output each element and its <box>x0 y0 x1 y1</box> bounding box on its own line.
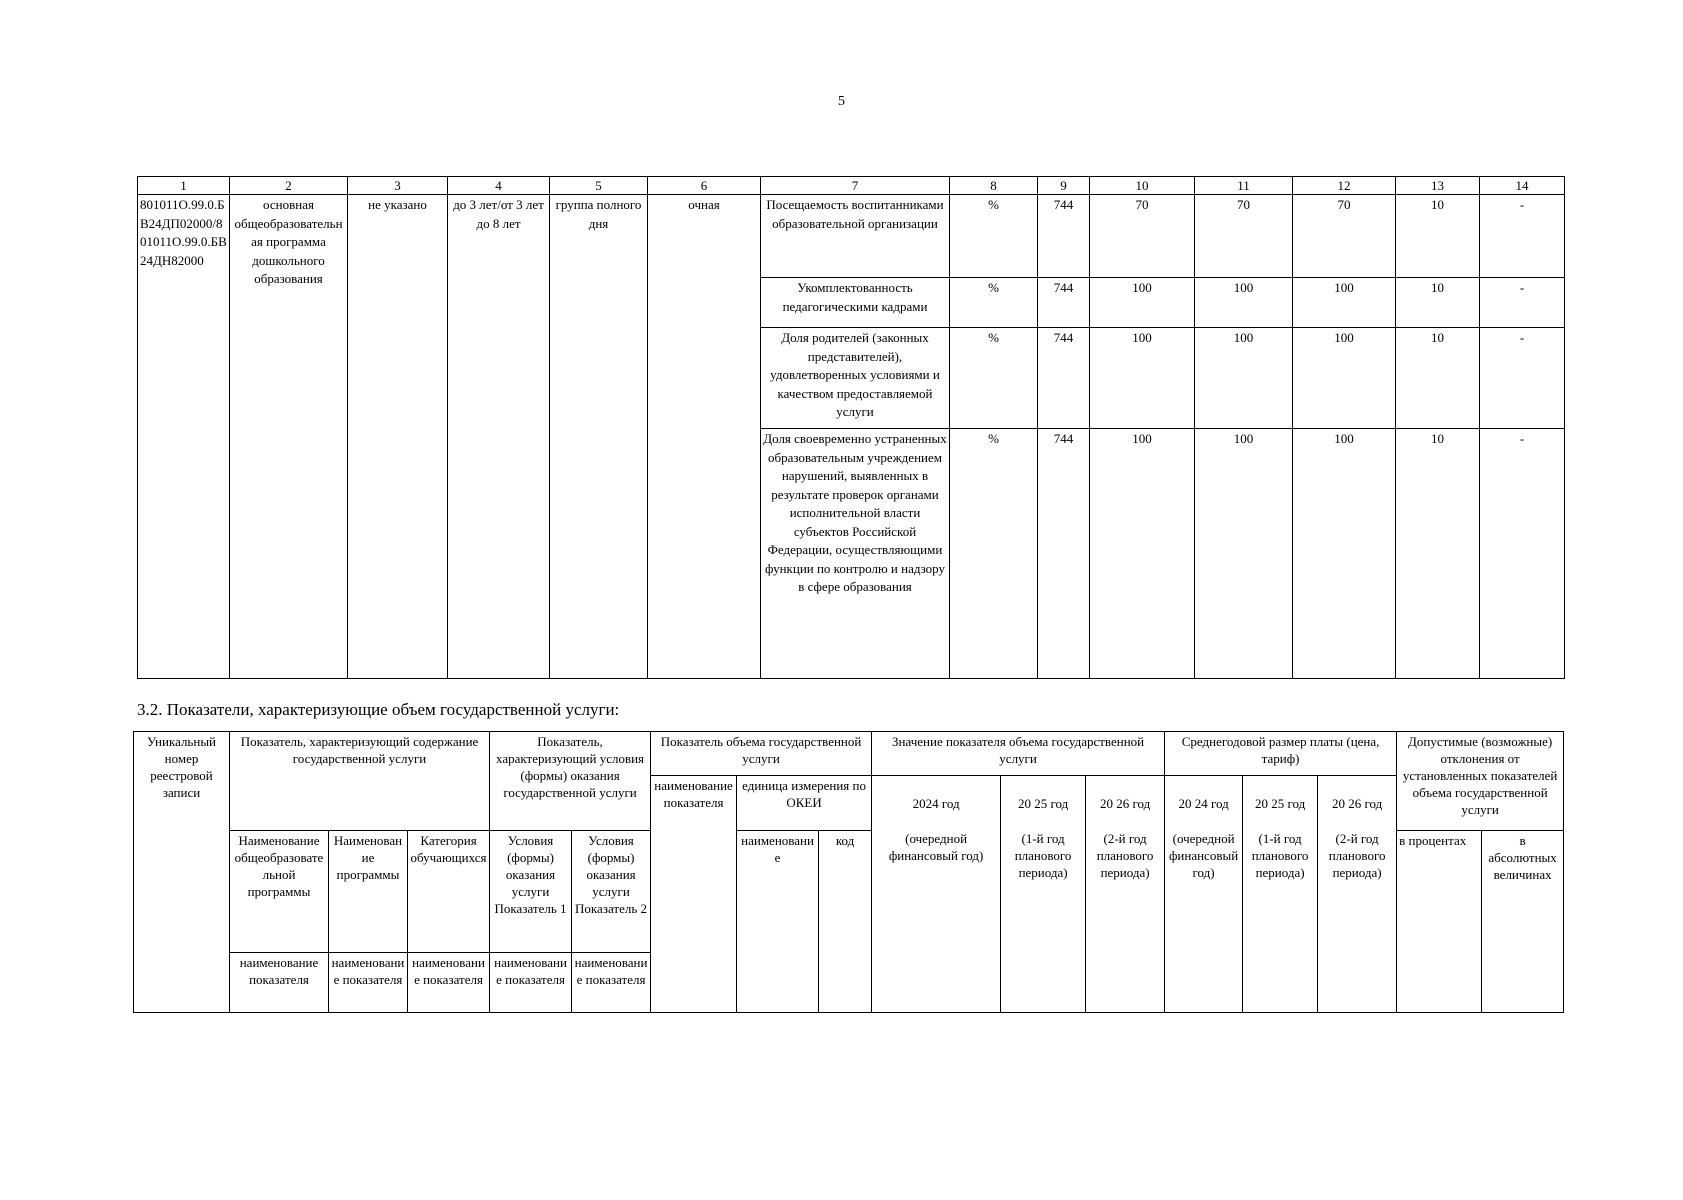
unit-okei-header: единица измерения по ОКЕИ <box>737 776 872 831</box>
value-2024: 100 <box>1090 328 1195 429</box>
year-word: год <box>1132 796 1151 811</box>
value-2026: 100 <box>1293 328 1396 429</box>
col-num: 10 <box>1090 177 1195 195</box>
unit: % <box>950 429 1038 679</box>
program-name: основная общеобразовательная программа дошкольного образования <box>230 195 348 679</box>
value-2026: 100 <box>1293 278 1396 328</box>
year-suffix: 25 <box>1271 796 1285 811</box>
deviation-percent: 10 <box>1396 195 1480 278</box>
value-2024-label: 2024 год <box>912 796 960 811</box>
sub-header-category: Категория обучающихся <box>408 831 490 953</box>
year-suffix: 24 <box>1194 796 1208 811</box>
year-prefix: 20 <box>1017 796 1031 811</box>
year-word: год <box>1210 796 1229 811</box>
sub-header-indicator-name: наименование показателя <box>230 953 329 1013</box>
group: группа полного дня <box>550 195 648 679</box>
fee-group-header: Среднегодовой размер платы (цена, тариф) <box>1165 732 1397 776</box>
okei: 744 <box>1038 195 1090 278</box>
col-num: 3 <box>348 177 448 195</box>
fee-2025-header <box>1243 776 1318 1013</box>
year-suffix: 25 <box>1034 796 1048 811</box>
unit: % <box>950 195 1038 278</box>
year-prefix: 20 <box>1254 796 1268 811</box>
table-row <box>138 195 1565 278</box>
category: не указано <box>348 195 448 679</box>
value-2025: 100 <box>1195 429 1293 679</box>
quality-indicators-table <box>137 176 1565 679</box>
value-2024-header <box>872 776 1001 1013</box>
value-2026-label <box>1088 795 1162 812</box>
deviation-absolute: - <box>1480 429 1565 679</box>
col-num: 11 <box>1195 177 1293 195</box>
indicator: Укомплектованность педагогическими кадрами <box>761 278 950 328</box>
col-num: 2 <box>230 177 348 195</box>
year-word: год <box>1364 796 1383 811</box>
deviation-percent-header: в процентах <box>1397 831 1482 1013</box>
age: до 3 лет/от 3 лет до 8 лет <box>448 195 550 679</box>
col-num: 4 <box>448 177 550 195</box>
col-num: 12 <box>1293 177 1396 195</box>
col-num: 1 <box>138 177 230 195</box>
deviation-percent: 10 <box>1396 328 1480 429</box>
sub-header-condition-2: Условия (формы) оказания услуги Показатель 2 <box>572 831 651 953</box>
value-2026: 70 <box>1293 195 1396 278</box>
sub-header-indicator-name: наименование показателя <box>408 953 490 1013</box>
registry-code: 801011О.99.0.БВ24ДП02000/801011О.99.0.БВ24ДН82000 <box>138 195 230 679</box>
sub-header-program: Наименование программы <box>329 831 408 953</box>
sub-header-indicator-name: наименование показателя <box>490 953 572 1013</box>
year-word: год <box>1287 796 1306 811</box>
year-suffix: 26 <box>1116 796 1130 811</box>
value-2025-note: (1-й год планового периода) <box>1014 831 1072 880</box>
sub-header-indicator-name: наименование показателя <box>329 953 408 1013</box>
value-2025: 100 <box>1195 278 1293 328</box>
indicator: Посещаемость воспитанниками образовательной организации <box>761 195 950 278</box>
volume-indicators-table <box>133 731 1564 1013</box>
value-2025-header <box>1001 776 1086 1013</box>
value-group-header: Значение показателя объема государственной услуги <box>872 732 1165 776</box>
indicator: Доля своевременно устраненных образовательным учреждением нарушений, выявленных в результате проверок органами исполнительной власти субъектов Российской Федерации, осуществляющими функции по контролю и надзору в сфере образования <box>761 429 950 679</box>
deviation-absolute: - <box>1480 278 1565 328</box>
volume-group-header: Показатель объема государственной услуги <box>651 732 872 776</box>
deviation-group-header: Допустимые (возможные) отклонения от установленных показателей объема государственной услуги <box>1397 732 1564 831</box>
sub-header-condition-1: Условия (формы) оказания услуги Показатель 1 <box>490 831 572 953</box>
unit: % <box>950 278 1038 328</box>
unit: % <box>950 328 1038 429</box>
indicator: Доля родителей (законных представителей), удовлетворенных условиями и качеством предоставляемой услуги <box>761 328 950 429</box>
value-2026-header <box>1086 776 1165 1013</box>
okei: 744 <box>1038 429 1090 679</box>
col-num: 6 <box>648 177 761 195</box>
sub-header-indicator-name: наименование показателя <box>572 953 651 1013</box>
okei: 744 <box>1038 278 1090 328</box>
form: очная <box>648 195 761 679</box>
fee-2026-header <box>1318 776 1397 1013</box>
year-prefix: 20 <box>1331 796 1345 811</box>
conditions-group-header: Показатель, характеризующий условия (формы) оказания государственной услуги <box>490 732 651 831</box>
fee-2024-label <box>1167 795 1240 812</box>
deviation-absolute-header: в абсолютных величинах <box>1482 831 1564 1013</box>
value-2024: 100 <box>1090 278 1195 328</box>
value-2026-note: (2-й год планового периода) <box>1096 831 1154 880</box>
year-suffix: 26 <box>1348 796 1362 811</box>
fee-2025-note: (1-й год планового периода) <box>1251 831 1309 880</box>
fee-2025-label <box>1245 795 1315 812</box>
column-number-row <box>138 177 1565 195</box>
content-group-header: Показатель, характеризующий содержание государственной услуги <box>230 732 490 831</box>
indicator-name-header: наименование показателя <box>651 776 737 1013</box>
unit-name-header: наименование <box>737 831 819 1013</box>
unit-code-header: код <box>819 831 872 1013</box>
col-num: 13 <box>1396 177 1480 195</box>
deviation-percent: 10 <box>1396 278 1480 328</box>
year-prefix: 20 <box>1099 796 1113 811</box>
col-num: 7 <box>761 177 950 195</box>
fee-2024-header <box>1165 776 1243 1013</box>
section-title: 3.2. Показатели, характеризующие объем государственной услуги: <box>137 700 620 719</box>
deviation-absolute: - <box>1480 195 1565 278</box>
value-2025: 100 <box>1195 328 1293 429</box>
value-2025-label <box>1003 795 1083 812</box>
unique-number-header: Уникальный номер реестровой записи <box>134 732 230 1013</box>
col-num: 14 <box>1480 177 1565 195</box>
col-num: 8 <box>950 177 1038 195</box>
header-row <box>134 732 1564 776</box>
deviation-percent: 10 <box>1396 429 1480 679</box>
year-prefix: 20 <box>1178 796 1192 811</box>
value-2024-note: (очередной финансовый год) <box>888 831 984 863</box>
fee-2026-label <box>1320 795 1394 812</box>
okei: 744 <box>1038 328 1090 429</box>
col-num: 9 <box>1038 177 1090 195</box>
value-2024: 70 <box>1090 195 1195 278</box>
fee-2026-note: (2-й год планового периода) <box>1328 831 1386 880</box>
year-word: год <box>1050 796 1069 811</box>
fee-2024-note: (очередной финансовый год) <box>1168 831 1239 880</box>
deviation-absolute: - <box>1480 328 1565 429</box>
value-2024: 100 <box>1090 429 1195 679</box>
col-num: 5 <box>550 177 648 195</box>
page-number: 5 <box>838 94 845 109</box>
sub-header-program-name: Наименование общеобразовательной программы <box>230 831 329 953</box>
value-2026: 100 <box>1293 429 1396 679</box>
value-2025: 70 <box>1195 195 1293 278</box>
